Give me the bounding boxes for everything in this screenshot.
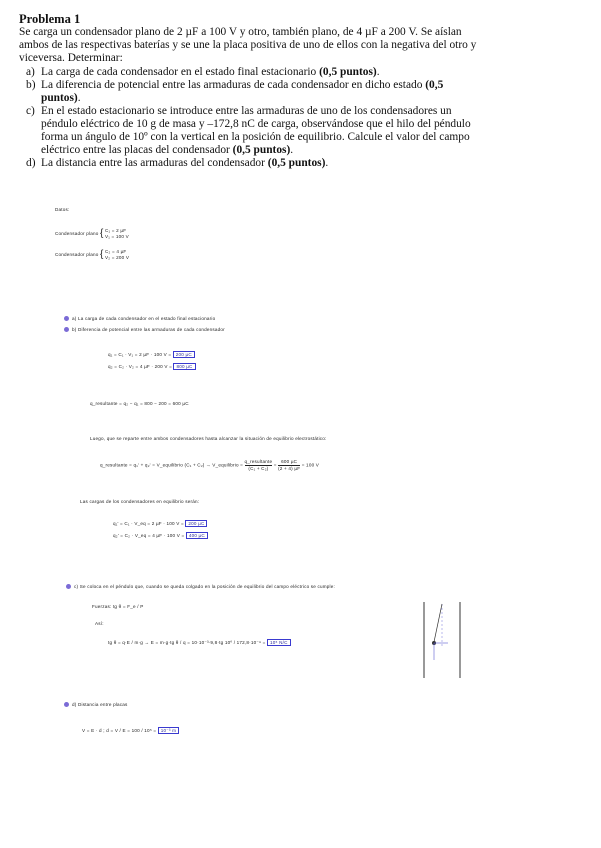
hw-datos: Datos: bbox=[55, 207, 70, 212]
hw-v1: V₁ = 100 V bbox=[105, 234, 129, 239]
hw-q2f-expr: q₂' = C₂ · V_eq = 4 µF · 100 V = bbox=[113, 533, 185, 538]
question-b bbox=[26, 79, 481, 105]
hw-c-text: c) Se coloca en el péndulo que, cuando se queda colgado en la posición de equilibrio del campo eléctrico se cumple: bbox=[74, 584, 336, 589]
hw-veq-den: (C₁ + C₂) bbox=[248, 466, 269, 471]
hw-final: Las cargas de los condensadores en equilibrio serán: bbox=[80, 499, 200, 504]
question-text: La carga de cada condensador en el estado final estacionario bbox=[41, 66, 317, 78]
question-text: La distancia entre las armaduras del condensador bbox=[41, 157, 265, 169]
question-text: La diferencia de potencial entre las armaduras de cada condensador en dicho estado bbox=[41, 79, 423, 91]
hw-q1f bbox=[113, 521, 207, 526]
hw-c2: C₂ = 4 µF bbox=[105, 249, 127, 254]
hw-cond2-label: Condensador plano bbox=[55, 252, 99, 258]
hw-veq-res: = 100 V bbox=[301, 462, 320, 468]
hw-cond1-label: Condensador plano bbox=[55, 231, 99, 237]
hw-b-line bbox=[64, 327, 225, 332]
question-d bbox=[26, 157, 481, 170]
bullet-icon bbox=[64, 327, 69, 332]
hw-c-eq bbox=[108, 640, 291, 646]
hw-cond2: Condensador plano { C₂ = 4 µF V₂ = 200 V bbox=[55, 249, 130, 260]
question-label: c) bbox=[26, 105, 35, 117]
question-a bbox=[26, 66, 481, 79]
pendulum-diagram bbox=[420, 598, 464, 680]
hw-desc: Luego, que se reparte entre ambos condensadores hasta alcanzar la situación de equilibrio electrostático: bbox=[90, 436, 327, 441]
question-end: . bbox=[325, 157, 329, 169]
question-c bbox=[26, 105, 481, 157]
bullet-icon bbox=[66, 584, 71, 589]
hw-d-text: d) Distancia entre placas bbox=[72, 702, 128, 707]
answer-box: 10⁵ N/C bbox=[267, 639, 291, 646]
question-points: (0,5 puntos) bbox=[267, 157, 326, 169]
answer-box: 800 µC bbox=[173, 363, 195, 370]
hw-d-expr: V = E · d ; d = V / E = 100 / 10⁵ = bbox=[82, 728, 157, 733]
hw-q1f-expr: q₁' = C₁ · V_eq = 2 µF · 100 V = bbox=[113, 521, 184, 526]
hw-c-line bbox=[66, 584, 335, 589]
problem-title: Problema 1 bbox=[19, 12, 81, 26]
hw-d-line bbox=[64, 702, 128, 707]
question-end: . bbox=[290, 144, 294, 156]
question-points: (0,5 puntos) bbox=[232, 144, 291, 156]
hw-c-eq1: Fuerzas: tg θ = F_e / P bbox=[92, 604, 144, 609]
question-end: . bbox=[77, 92, 81, 104]
bullet-icon bbox=[64, 316, 69, 321]
question-text: En el estado estacionario se introduce entre las armaduras de uno de los condensadores un péndulo eléctrico de 10 g de masa y –172,8 nC de carga, observándose que el hilo del péndulo forma un ángulo de 10º con la vertical en la posición de equilibrio. Calcule el valor del campo eléctrico entre las placas del condensador bbox=[41, 105, 471, 156]
hw-q2f bbox=[113, 533, 208, 538]
hw-c-eq2: Así: bbox=[95, 621, 104, 626]
hw-veq-num: q_resultante bbox=[244, 459, 273, 464]
problem-statement: Se carga un condensador plano de 2 µF a 100 V y otro, también plano, de 4 µF a 200 V. Se aíslan ambos de las respectivas baterías y se une la placa positiva de uno de ellos con la negativa del otro y viceversa. Determinar: bbox=[19, 26, 477, 64]
hw-veq-lhs: q_resultante = q₁' + q₂' = V_equilibrio (C₁ + C₂) bbox=[100, 462, 205, 468]
hw-q2-expr: q₂ = C₂ · V₂ = 4 µF · 200 V = bbox=[108, 364, 172, 369]
pendulum-thread bbox=[434, 604, 442, 642]
hw-q1 bbox=[108, 352, 195, 357]
hw-d-eq bbox=[82, 728, 179, 734]
hw-veq-mid: V_equilibrio = bbox=[212, 462, 244, 468]
hw-b-text: b) Diferencia de potencial entre las armaduras de cada condensador bbox=[72, 327, 225, 332]
hw-cond1: Condensador plano { C₁ = 2 µF V₁ = 100 V bbox=[55, 228, 129, 239]
question-points: (0,5 puntos) bbox=[41, 79, 444, 104]
hw-c-eq4: → E = m·g·tg θ / q = 10·10⁻³·9,8·tg 10º / 172,8·10⁻⁹ = bbox=[144, 640, 266, 645]
hw-veq-num2: 600 µC bbox=[278, 459, 300, 466]
answer-box: 400 µC bbox=[186, 532, 208, 539]
hw-c1: C₁ = 2 µF bbox=[105, 228, 127, 233]
hw-veq: q_resultante = q₁' + q₂' = V_equilibrio (C₁ + C₂) → V_equilibrio = q_resultante (C₁ + C₂) = 600 µC (2 + 4) µF = 100 V bbox=[100, 459, 320, 471]
hw-c-eq3: tg θ = q·E / m·g bbox=[108, 640, 143, 645]
hw-q2 bbox=[108, 364, 196, 369]
hw-q1-expr: q₁ = C₁ · V₁ = 2 µF · 100 V = bbox=[108, 352, 172, 357]
question-points: (0,5 puntos) bbox=[319, 66, 377, 78]
question-label: d) bbox=[26, 157, 36, 169]
question-list bbox=[26, 66, 481, 170]
bullet-icon bbox=[64, 702, 69, 707]
question-label: b) bbox=[26, 79, 36, 91]
hw-veq-den2: (2 + 4) µF bbox=[278, 466, 301, 471]
hw-a-line bbox=[64, 316, 215, 321]
answer-box: 10⁻³ m bbox=[158, 727, 179, 734]
hw-v2: V₂ = 200 V bbox=[105, 255, 130, 260]
question-label: a) bbox=[26, 66, 35, 78]
hw-qtotal: q_resultante = q₂ − q₁ = 800 − 200 = 600 µC bbox=[90, 401, 189, 406]
question-end: . bbox=[376, 66, 380, 78]
hw-a-text: a) La carga de cada condensador en el estado final estacionario bbox=[72, 316, 216, 321]
answer-box: 200 µC bbox=[185, 520, 207, 527]
answer-box: 200 µC bbox=[173, 351, 195, 358]
